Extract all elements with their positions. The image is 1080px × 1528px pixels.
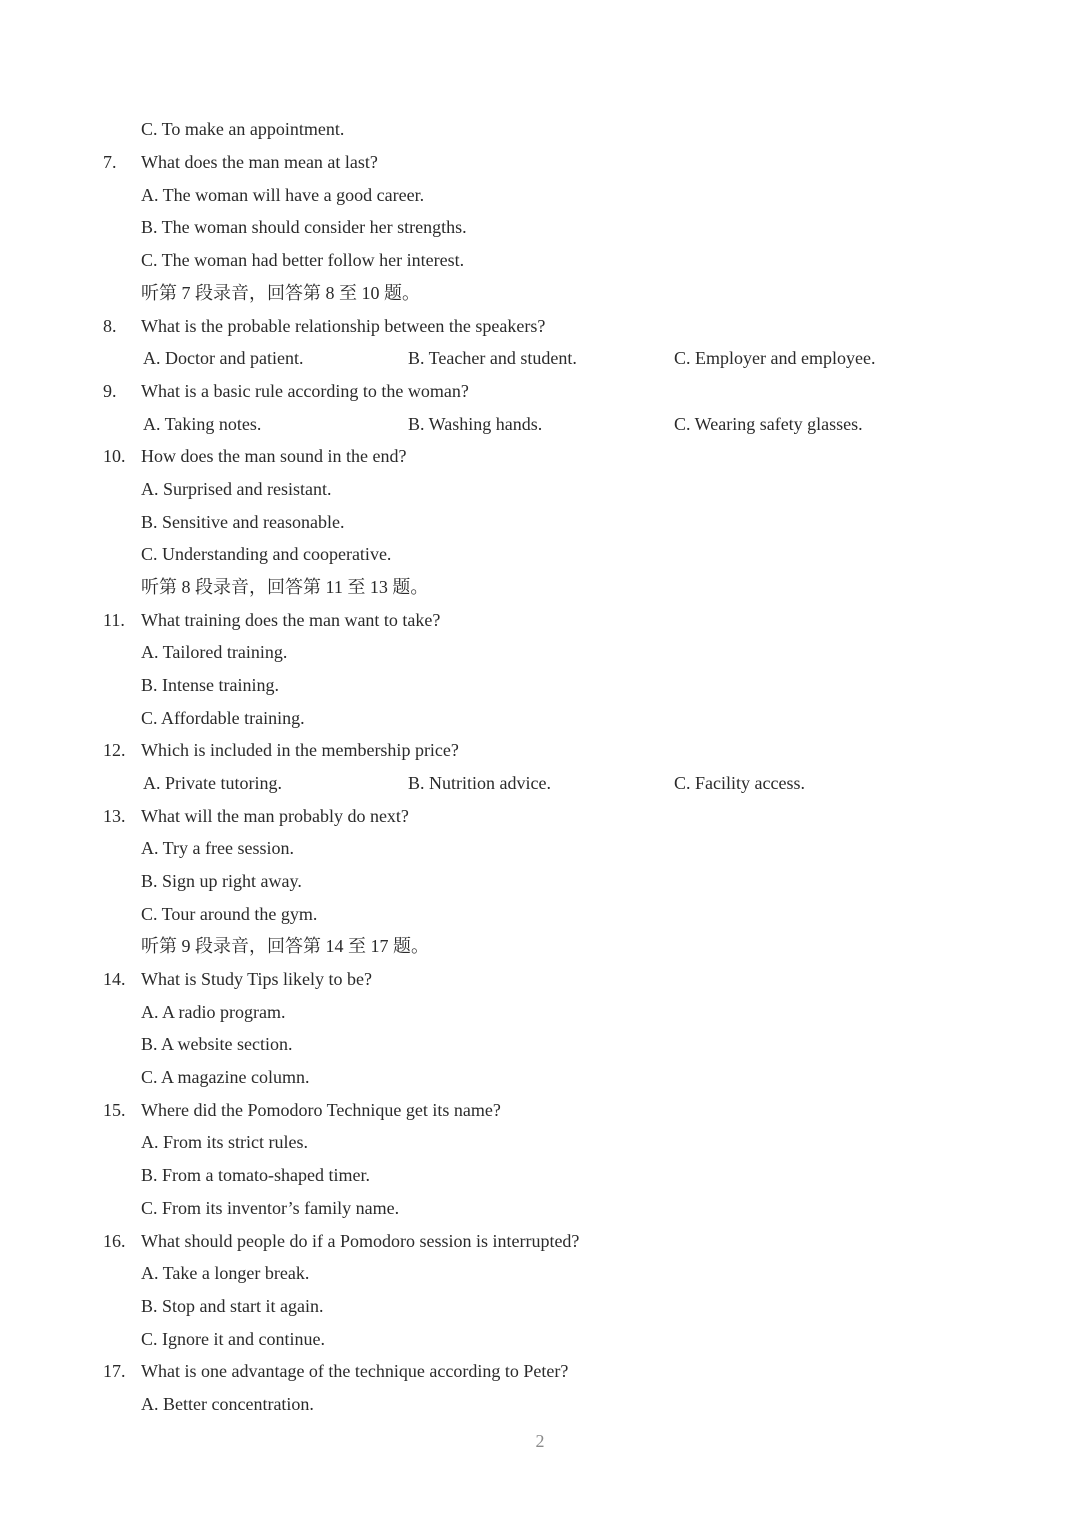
- q11-number: 11.: [103, 610, 125, 630]
- q12-option-c: C. Facility access.: [674, 773, 805, 793]
- q8-option-c: C. Employer and employee.: [674, 348, 876, 368]
- q16-option-c: C. Ignore it and continue.: [141, 1329, 325, 1349]
- q14-question: What is Study Tips likely to be?: [141, 969, 373, 989]
- q15-option-b: B. From a tomato-shaped timer.: [141, 1165, 370, 1185]
- q8-option-a: A. Doctor and patient.: [143, 348, 304, 368]
- q13-number: 13.: [103, 806, 126, 826]
- q10-number: 10.: [103, 446, 126, 466]
- q14-number: 14.: [103, 969, 126, 989]
- q13-question: What will the man probably do next?: [141, 806, 409, 826]
- q8-question: What is the probable relationship between the speakers?: [141, 316, 546, 336]
- q12-question: Which is included in the membership price?: [141, 740, 459, 760]
- q9-option-a: A. Taking notes.: [143, 414, 262, 434]
- q10-option-a: A. Surprised and resistant.: [141, 479, 332, 499]
- section9-instruction: 听第 9 段录音，回答第 14 至 17 题。: [141, 936, 429, 956]
- q11-question: What training does the man want to take?: [141, 610, 441, 630]
- q10-option-b: B. Sensitive and reasonable.: [141, 512, 345, 532]
- q7-option-c: C. The woman had better follow her interest.: [141, 250, 465, 270]
- q7-number: 7.: [103, 152, 117, 172]
- q17-option-a: A. Better concentration.: [141, 1394, 314, 1414]
- q9-number: 9.: [103, 381, 117, 401]
- page-number: 2: [535, 1431, 545, 1451]
- q13-option-c: C. Tour around the gym.: [141, 904, 318, 924]
- q10-option-c: C. Understanding and cooperative.: [141, 544, 392, 564]
- q16-number: 16.: [103, 1231, 126, 1251]
- q14-option-b: B. A website section.: [141, 1034, 293, 1054]
- q15-number: 15.: [103, 1100, 126, 1120]
- q11-option-b: B. Intense training.: [141, 675, 279, 695]
- q17-number: 17.: [103, 1361, 126, 1381]
- q9-question: What is a basic rule according to the woman?: [141, 381, 469, 401]
- q16-option-a: A. Take a longer break.: [141, 1263, 310, 1283]
- q6-option-c: C. To make an appointment.: [141, 119, 345, 139]
- section7-instruction: 听第 7 段录音，回答第 8 至 10 题。: [141, 283, 420, 303]
- q12-option-a: A. Private tutoring.: [143, 773, 282, 793]
- q12-number: 12.: [103, 740, 126, 760]
- q11-option-c: C. Affordable training.: [141, 708, 305, 728]
- q15-option-a: A. From its strict rules.: [141, 1132, 308, 1152]
- q13-option-a: A. Try a free session.: [141, 838, 294, 858]
- q9-option-b: B. Washing hands.: [408, 414, 543, 434]
- q16-question: What should people do if a Pomodoro session is interrupted?: [141, 1231, 580, 1251]
- q13-option-b: B. Sign up right away.: [141, 871, 302, 891]
- q16-option-b: B. Stop and start it again.: [141, 1296, 324, 1316]
- q15-option-c: C. From its inventor’s family name.: [141, 1198, 400, 1218]
- q9-option-c: C. Wearing safety glasses.: [674, 414, 863, 434]
- section8-instruction: 听第 8 段录音，回答第 11 至 13 题。: [141, 577, 429, 597]
- q7-option-a: A. The woman will have a good career.: [141, 185, 425, 205]
- q12-option-b: B. Nutrition advice.: [408, 773, 551, 793]
- q14-option-a: A. A radio program.: [141, 1002, 286, 1022]
- q15-question: Where did the Pomodoro Technique get its name?: [141, 1100, 501, 1120]
- q7-option-b: B. The woman should consider her strengths.: [141, 217, 467, 237]
- q11-option-a: A. Tailored training.: [141, 642, 288, 662]
- q14-option-c: C. A magazine column.: [141, 1067, 310, 1087]
- q7-question: What does the man mean at last?: [141, 152, 378, 172]
- q17-question: What is one advantage of the technique according to Peter?: [141, 1361, 569, 1381]
- q8-number: 8.: [103, 316, 117, 336]
- q10-question: How does the man sound in the end?: [141, 446, 407, 466]
- q8-option-b: B. Teacher and student.: [408, 348, 577, 368]
